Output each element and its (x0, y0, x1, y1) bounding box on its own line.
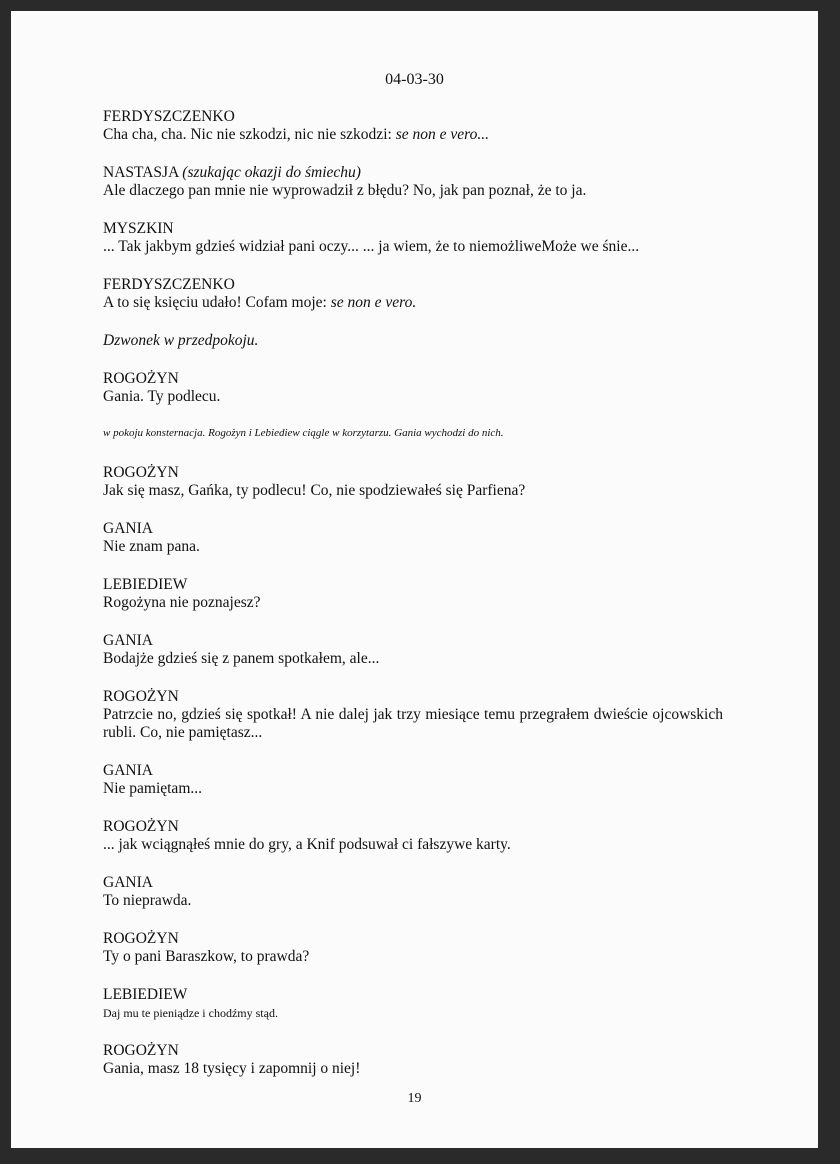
dialogue-line: Gania. Ty podlecu. (103, 388, 221, 405)
dialogue-italic: se non e vero. (330, 294, 417, 311)
stage-direction: Dzwonek w przedpokoju. (103, 332, 259, 349)
dialogue-line: Ale dlaczego pan mnie nie wyprowadził z błędu? No, jak pan poznał, że to ja. (103, 182, 587, 199)
speaker-name: ROGOŻYN (103, 370, 179, 387)
dialogue-text: Cha cha, cha. Nic nie szkodzi, nic nie szkodzi: (103, 126, 396, 143)
speaker-name: ROGOŻYN (103, 1042, 179, 1059)
stage-direction-small: w pokoju konsternacja. Rogożyn i Lebiediew ciągle w korzytarzu. Gania wychodzi do nich. (103, 427, 504, 439)
speaker-note: (szukając okazji do śmiechu) (182, 164, 361, 181)
dialogue-line: Patrzcie no, gdzieś się spotkał! A nie dalej jak trzy miesiące temu przegrałem dwieście ojcowskich rubli. Co, nie pamiętasz... (103, 706, 723, 741)
dialogue-italic: se non e vero... (395, 126, 489, 143)
dialogue-line: Daj mu te pieniądze i chodźmy stąd. (103, 1006, 278, 1020)
dialogue-block (103, 986, 723, 1022)
document-page (11, 11, 818, 1148)
speaker-name: FERDYSZCZENKO (103, 108, 235, 125)
dialogue-block (103, 464, 723, 500)
speaker-name: MYSZKIN (103, 220, 174, 237)
speaker-name: ROGOŻYN (103, 818, 179, 835)
dialogue-block (103, 874, 723, 910)
dialogue-block (103, 632, 723, 668)
page-number: 19 (407, 1091, 422, 1106)
dialogue-line: Gania, masz 18 tysięcy i zapomnij o niej! (103, 1060, 361, 1077)
dialogue-line: Nie znam pana. (103, 538, 200, 555)
speaker-name: GANIA (103, 874, 153, 891)
speaker-name: FERDYSZCZENKO (103, 276, 235, 293)
dialogue-line: ... jak wciągnąłeś mnie do gry, a Knif podsuwał ci fałszywe karty. (103, 836, 511, 853)
speaker-name: LEBIEDIEW (103, 576, 188, 593)
dialogue-line: Rogożyna nie poznajesz? (103, 594, 261, 611)
dialogue-block (103, 1042, 723, 1078)
dialogue-block (103, 108, 723, 144)
dialogue-block (103, 220, 723, 256)
dialogue-block (103, 930, 723, 966)
speaker-name: GANIA (103, 520, 153, 537)
script-content (103, 108, 723, 1098)
dialogue-line: ... Tak jakbym gdzieś widział pani oczy... ... ja wiem, że to niemożliweMoże we śnie... (103, 238, 640, 255)
dialogue-block (103, 276, 723, 312)
dialogue-line: Bodajże gdzieś się z panem spotkałem, ale... (103, 650, 380, 667)
speaker-name: NASTASJA (103, 164, 179, 181)
dialogue-line: To nieprawda. (103, 892, 192, 909)
dialogue-block (103, 164, 723, 200)
dialogue-text: A to się księciu udało! Cofam moje: (103, 294, 331, 311)
dialogue-line (103, 126, 723, 144)
dialogue-line: Ty o pani Baraszkow, to prawda? (103, 948, 310, 965)
speaker-name: ROGOŻYN (103, 930, 179, 947)
speaker-name: GANIA (103, 632, 153, 649)
dialogue-line: Jak się masz, Gańka, ty podlecu! Co, nie spodziewałeś się Parfiena? (103, 482, 526, 499)
dialogue-block (103, 688, 723, 742)
dialogue-block (103, 370, 723, 406)
speaker-name: LEBIEDIEW (103, 986, 188, 1003)
speaker-name: ROGOŻYN (103, 464, 179, 481)
speaker-name: ROGOŻYN (103, 688, 179, 705)
speaker-line (103, 164, 723, 182)
speaker-name: GANIA (103, 762, 153, 779)
dialogue-block (103, 520, 723, 556)
page-date: 04-03-30 (385, 71, 444, 88)
dialogue-block (103, 762, 723, 798)
dialogue-line (103, 294, 723, 312)
dialogue-line: Nie pamiętam... (103, 780, 202, 797)
dialogue-block (103, 818, 723, 854)
dialogue-block (103, 576, 723, 612)
